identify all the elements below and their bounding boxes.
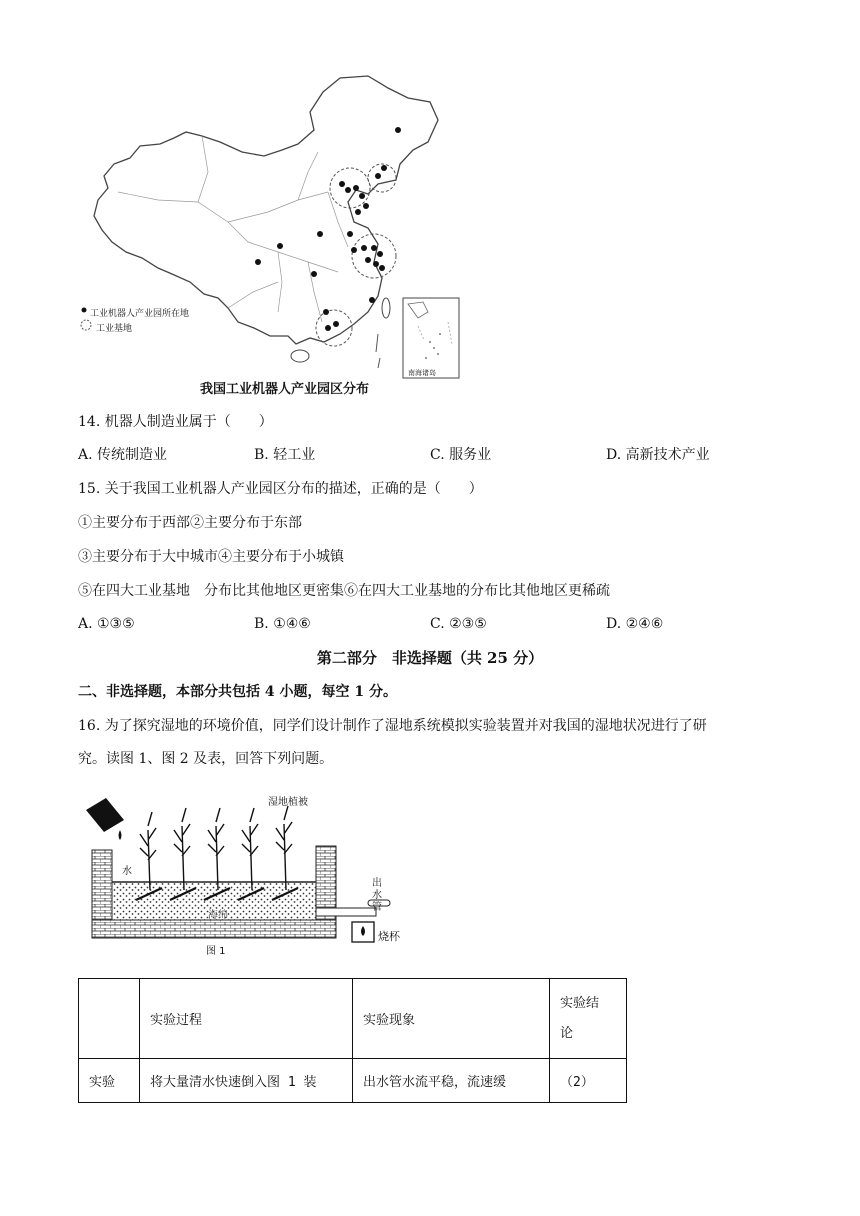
q14-option-d[interactable]: D. 高新技术产业	[606, 447, 710, 463]
row-phenomenon: 出水管水流平稳，流速缓	[353, 1059, 550, 1103]
china-map-figure	[78, 72, 468, 402]
experiment-table	[78, 978, 627, 1103]
row-label: 实验	[79, 1059, 140, 1103]
legend-base-label: 工业基地	[96, 324, 133, 334]
q15-option-a[interactable]: A. ①③⑤	[78, 616, 135, 632]
q15-option-c[interactable]: C. ②③⑤	[430, 616, 487, 632]
row-conclusion: （2）	[550, 1059, 627, 1103]
plants-label: 湿地植被	[268, 797, 308, 808]
table-row	[79, 1059, 627, 1103]
legend-circle-icon	[81, 320, 91, 330]
outlet-label: 出 水 管	[372, 878, 382, 913]
header-cell-empty	[79, 979, 140, 1059]
legend-park-label: 工业机器人产业园所在地	[90, 309, 190, 319]
q15-statement-1: ①主要分布于西部②主要分布于东部	[78, 515, 302, 531]
map-caption: 我国工业机器人产业园区分布	[200, 382, 370, 397]
beaker-label: 烧杯	[378, 930, 400, 943]
q14-option-a[interactable]: A. 传统制造业	[78, 447, 168, 463]
part2-title: 第二部分 非选择题（共 25 分）	[316, 649, 544, 667]
q15-stem: 15. 关于我国工业机器人产业园区分布的描述，正确的是（ ）	[78, 481, 483, 497]
q14-stem: 14. 机器人制造业属于（ ）	[78, 414, 273, 430]
q16-stem-line2: 究。读图 1、图 2 及表，回答下列问题。	[78, 751, 334, 767]
q15-statement-3: ⑤在四大工业基地 分布比其他地区更密集⑥在四大工业基地的分布比其他地区更稀疏	[78, 583, 610, 599]
q14-option-b[interactable]: B. 轻工业	[254, 447, 316, 463]
china-map	[78, 72, 468, 382]
q15-option-b[interactable]: B. ①④⑥	[254, 616, 311, 632]
q15-option-d[interactable]: D. ②④⑥	[606, 616, 664, 632]
inset-label: 南海诸岛	[408, 369, 436, 377]
q14-option-c[interactable]: C. 服务业	[430, 447, 492, 463]
water-label: 水	[122, 866, 132, 877]
legend-dot-icon	[82, 308, 87, 313]
header-process: 实验过程	[140, 979, 353, 1059]
q16-stem-line1: 16. 为了探究湿地的环境价值，同学们设计制作了湿地系统模拟实验装置并对我国的湿地状况进行了研	[78, 718, 707, 734]
header-phenomenon: 实验现象	[353, 979, 550, 1059]
row-process: 将大量清水快速倒入图 1 装	[140, 1059, 353, 1103]
figure1-caption: 图 1	[206, 946, 226, 957]
header-conclusion: 实验结 论	[550, 979, 627, 1059]
wetland-apparatus-figure	[80, 790, 420, 960]
q15-statement-2: ③主要分布于大中城市④主要分布于小城镇	[78, 549, 344, 565]
table-header-row	[79, 979, 627, 1059]
section-heading: 二、非选择题，本部分共包括 4 小题，每空 1 分。	[78, 684, 397, 700]
sponge-label: 海绵	[208, 910, 228, 921]
